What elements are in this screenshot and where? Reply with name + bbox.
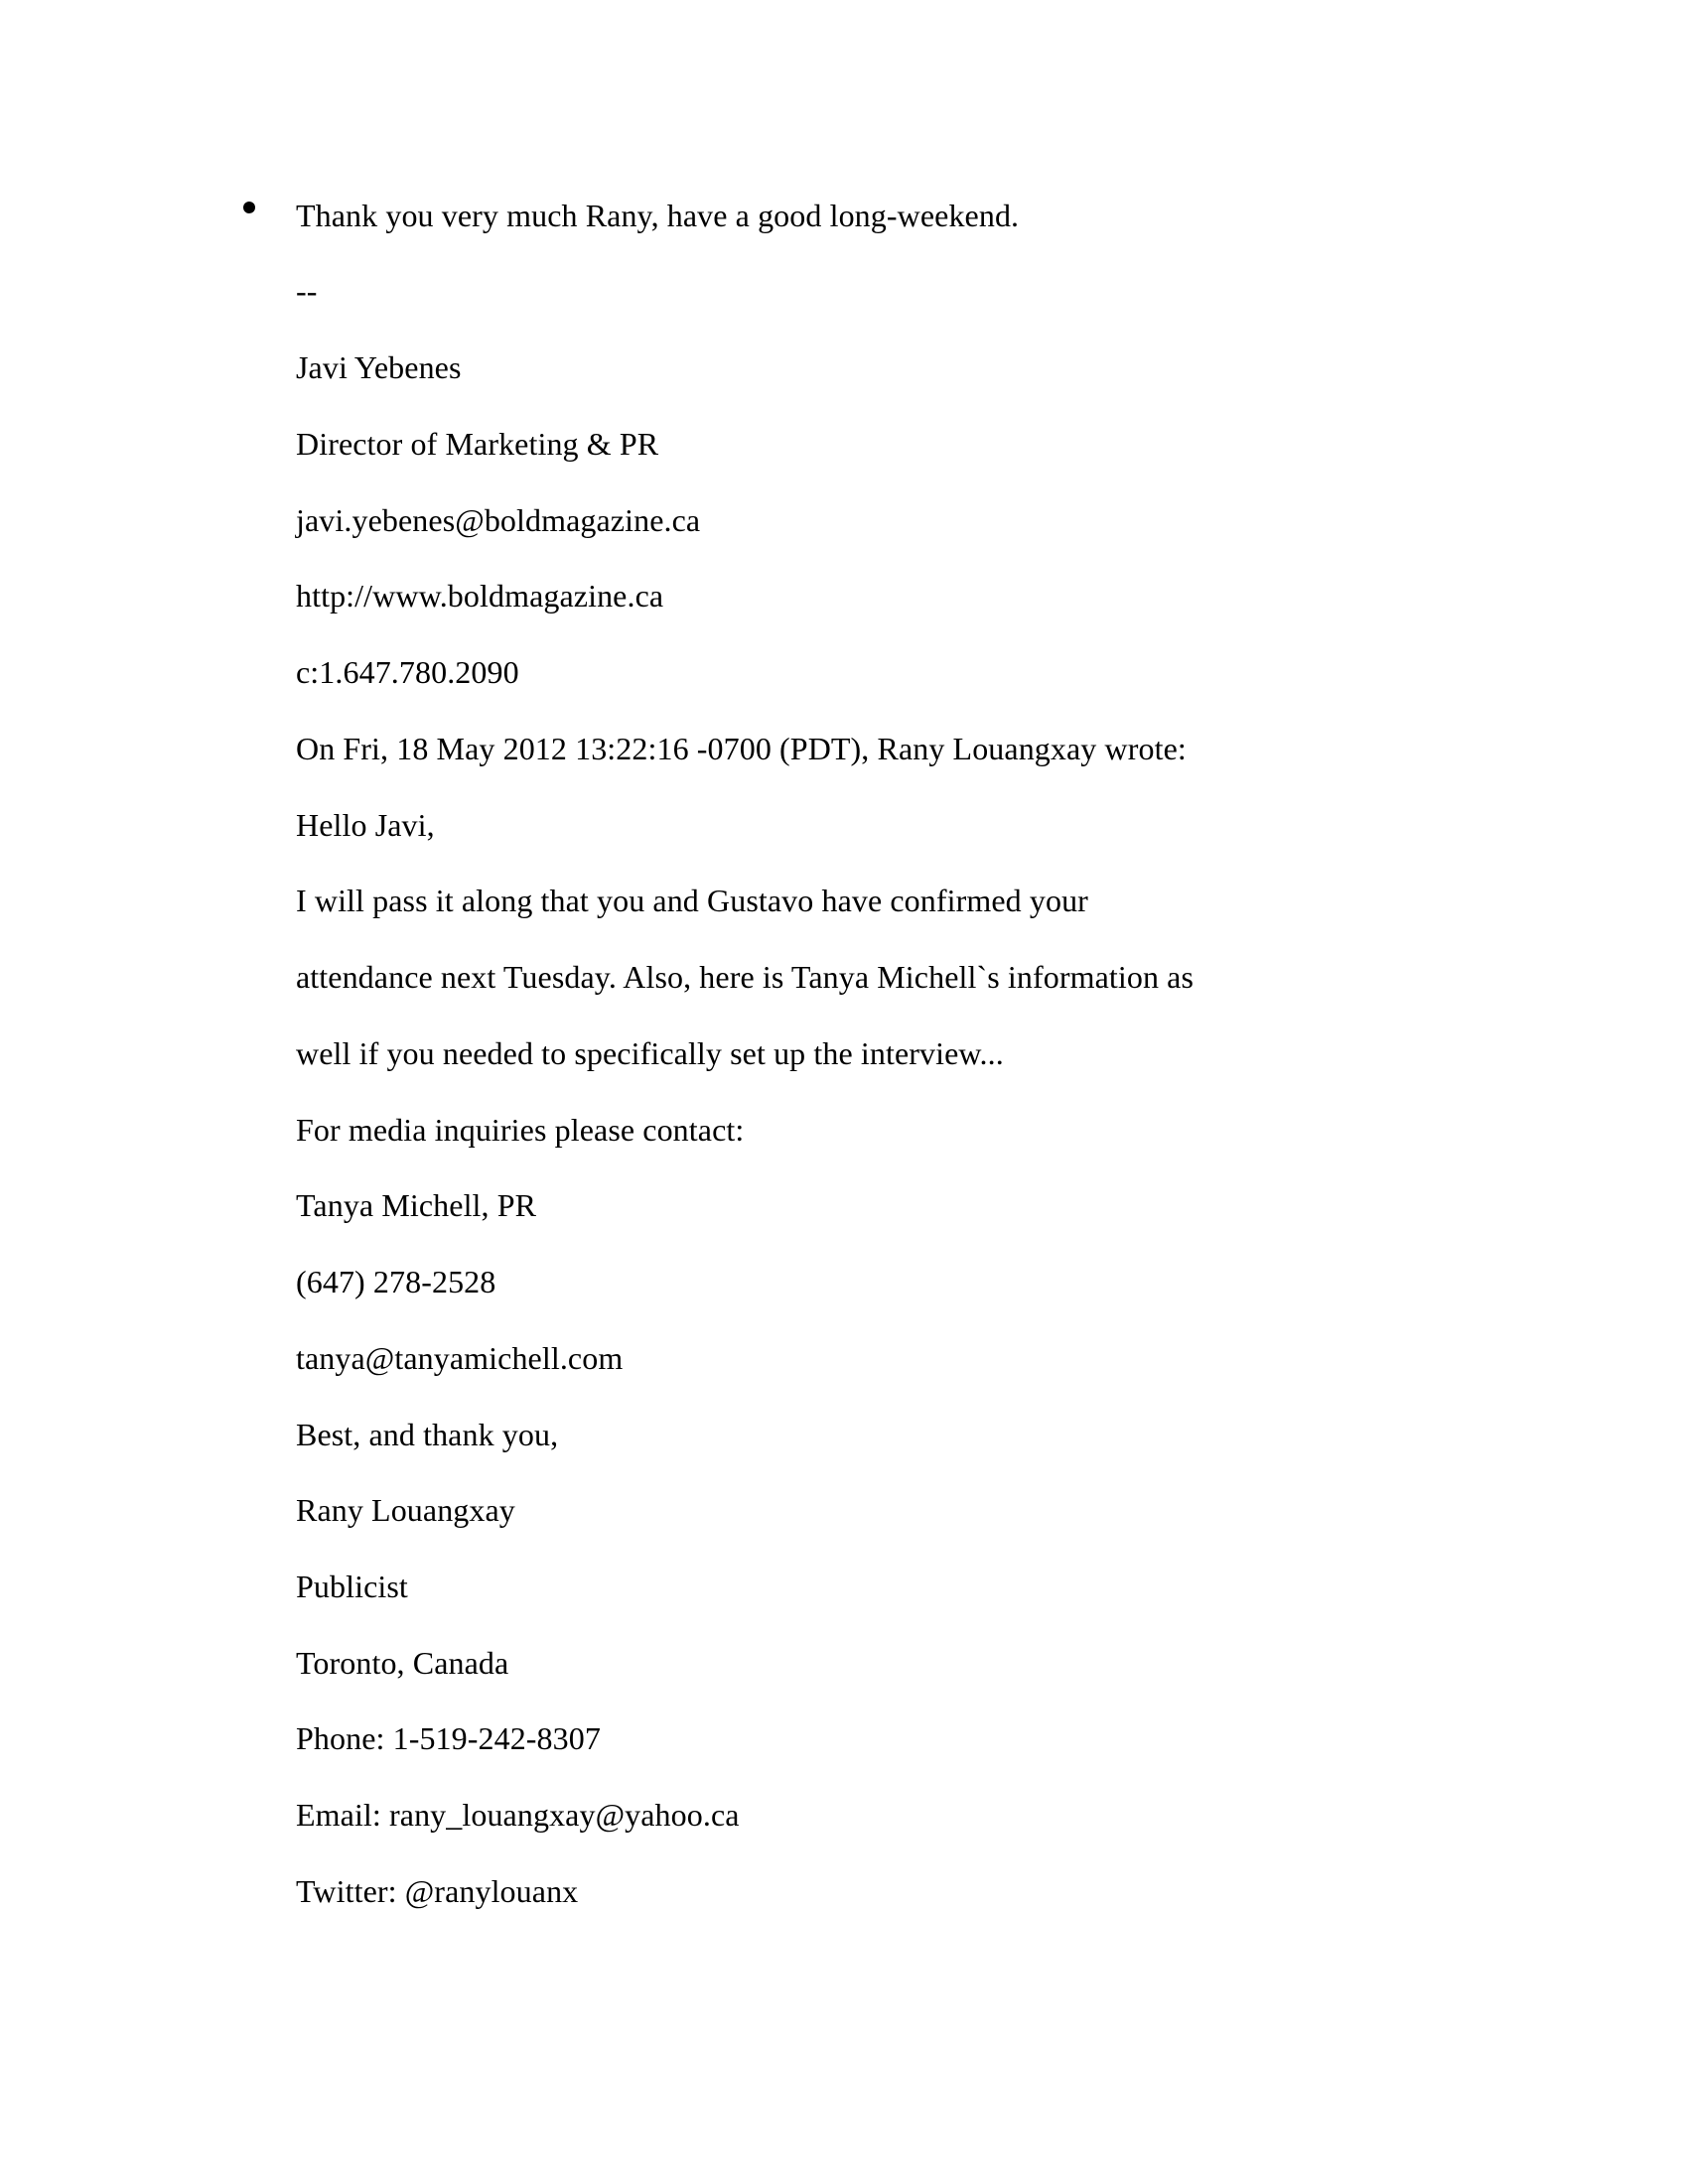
sender-name: Rany Louangxay xyxy=(296,1492,515,1528)
signature-website: http://www.boldmagazine.ca xyxy=(296,578,664,614)
sender-location: Toronto, Canada xyxy=(296,1645,509,1681)
signature-title: Director of Marketing & PR xyxy=(296,426,659,462)
media-contact-intro: For media inquiries please contact: xyxy=(296,1112,745,1148)
contact-phone: (647) 278-2528 xyxy=(296,1264,496,1299)
quoted-header: On Fri, 18 May 2012 13:22:16 -0700 (PDT), Rany Louangxay wrote: xyxy=(296,731,1187,766)
quoted-body-line-3: well if you needed to specifically set up the interview... xyxy=(296,1035,1004,1071)
closing: Best, and thank you, xyxy=(296,1417,559,1452)
quoted-body-line-2: attendance next Tuesday. Also, here is Tanya Michell`s information as xyxy=(296,959,1195,995)
sender-email: Email: rany_louangxay@yahoo.ca xyxy=(296,1797,740,1833)
sender-twitter: Twitter: @ranylouanx xyxy=(296,1873,579,1909)
bullet-icon xyxy=(243,202,255,213)
signature-separator: -- xyxy=(296,273,318,309)
quoted-greeting: Hello Javi, xyxy=(296,807,435,843)
signature-cell: c:1.647.780.2090 xyxy=(296,654,519,690)
contact-name: Tanya Michell, PR xyxy=(296,1187,537,1223)
reply-line: Thank you very much Rany, have a good long-weekend. xyxy=(296,198,1020,233)
contact-email: tanya@tanyamichell.com xyxy=(296,1340,624,1376)
sender-phone: Phone: 1-519-242-8307 xyxy=(296,1720,601,1756)
signature-name: Javi Yebenes xyxy=(296,349,462,385)
sender-title: Publicist xyxy=(296,1569,408,1604)
signature-email: javi.yebenes@boldmagazine.ca xyxy=(296,502,701,538)
quoted-body-line-1: I will pass it along that you and Gustavo have confirmed your xyxy=(296,883,1088,918)
